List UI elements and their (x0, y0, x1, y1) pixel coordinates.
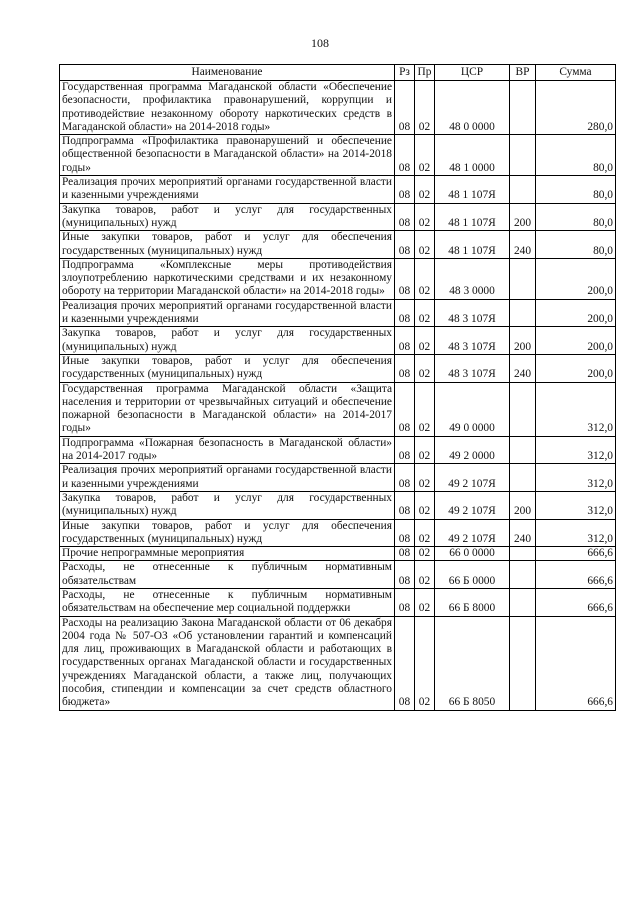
table-row (60, 299, 616, 327)
cell-sum: 280,0 (536, 81, 616, 135)
budget-table (59, 64, 616, 711)
cell-vr: 200 (510, 491, 536, 519)
cell-sum: 312,0 (536, 519, 616, 547)
header-sum: Сумма (536, 65, 616, 81)
cell-rz: 08 (395, 231, 415, 259)
cell-csr: 48 1 107Я (435, 176, 510, 204)
cell-csr: 66 0 0000 (435, 547, 510, 561)
cell-sum: 312,0 (536, 436, 616, 464)
cell-rz: 08 (395, 299, 415, 327)
table-row (60, 436, 616, 464)
cell-rz: 08 (395, 354, 415, 382)
cell-vr (510, 561, 536, 589)
cell-sum: 200,0 (536, 299, 616, 327)
cell-vr (510, 176, 536, 204)
table-row (60, 203, 616, 231)
cell-csr: 48 0 0000 (435, 81, 510, 135)
cell-pr: 02 (415, 327, 435, 355)
cell-pr: 02 (415, 299, 435, 327)
table-row (60, 354, 616, 382)
cell-rz: 08 (395, 258, 415, 299)
cell-csr: 66 Б 8050 (435, 616, 510, 710)
cell-rz: 08 (395, 203, 415, 231)
cell-name: Подпрограмма «Пожарная безопасность в Магаданской области» на 2014-2017 годы» (60, 436, 395, 464)
cell-name: Иные закупки товаров, работ и услуг для обеспечения государственных (муниципальных) нужд (60, 354, 395, 382)
cell-name: Реализация прочих мероприятий органами государственной власти и казенными учреждениями (60, 299, 395, 327)
cell-vr: 240 (510, 354, 536, 382)
cell-name: Реализация прочих мероприятий органами государственной власти и казенными учреждениями (60, 464, 395, 492)
table-header-row (60, 65, 616, 81)
cell-rz: 08 (395, 616, 415, 710)
cell-csr: 48 1 107Я (435, 203, 510, 231)
cell-csr: 48 3 107Я (435, 327, 510, 355)
cell-pr: 02 (415, 616, 435, 710)
cell-pr: 02 (415, 547, 435, 561)
cell-pr: 02 (415, 354, 435, 382)
cell-sum: 80,0 (536, 176, 616, 204)
cell-pr: 02 (415, 258, 435, 299)
cell-sum: 312,0 (536, 491, 616, 519)
cell-csr: 49 0 0000 (435, 382, 510, 436)
cell-vr (510, 436, 536, 464)
cell-name: Иные закупки товаров, работ и услуг для обеспечения государственных (муниципальных) нужд (60, 519, 395, 547)
cell-sum: 312,0 (536, 464, 616, 492)
cell-pr: 02 (415, 382, 435, 436)
cell-name: Подпрограмма «Комплексные меры противодействия злоупотреблению наркотическими средствами и их незаконному обороту на территории Магаданской области» на 2014-2018 годы» (60, 258, 395, 299)
cell-name: Закупка товаров, работ и услуг для государственных (муниципальных) нужд (60, 327, 395, 355)
cell-rz: 08 (395, 382, 415, 436)
table-row (60, 176, 616, 204)
cell-pr: 02 (415, 203, 435, 231)
header-name: Наименование (60, 65, 395, 81)
cell-rz: 08 (395, 519, 415, 547)
cell-rz: 08 (395, 491, 415, 519)
cell-pr: 02 (415, 519, 435, 547)
table-row (60, 519, 616, 547)
cell-name: Прочие непрограммные мероприятия (60, 547, 395, 561)
cell-vr: 240 (510, 519, 536, 547)
cell-name: Закупка товаров, работ и услуг для государственных (муниципальных) нужд (60, 203, 395, 231)
cell-vr: 200 (510, 203, 536, 231)
cell-rz: 08 (395, 436, 415, 464)
cell-sum: 80,0 (536, 203, 616, 231)
cell-vr (510, 258, 536, 299)
cell-csr: 49 2 0000 (435, 436, 510, 464)
cell-name: Подпрограмма «Профилактика правонарушений и обеспечение общественной безопасности в Магаданской области» на 2014-2018 годы» (60, 135, 395, 176)
cell-pr: 02 (415, 135, 435, 176)
cell-vr (510, 81, 536, 135)
cell-vr: 200 (510, 327, 536, 355)
cell-rz: 08 (395, 135, 415, 176)
cell-csr: 49 2 107Я (435, 519, 510, 547)
cell-rz: 08 (395, 176, 415, 204)
cell-sum: 80,0 (536, 135, 616, 176)
cell-pr: 02 (415, 176, 435, 204)
cell-pr: 02 (415, 436, 435, 464)
cell-vr (510, 547, 536, 561)
cell-rz: 08 (395, 464, 415, 492)
table-row (60, 258, 616, 299)
cell-pr: 02 (415, 231, 435, 259)
cell-pr: 02 (415, 464, 435, 492)
cell-csr: 48 3 0000 (435, 258, 510, 299)
table-row (60, 588, 616, 616)
cell-rz: 08 (395, 547, 415, 561)
cell-csr: 48 1 107Я (435, 231, 510, 259)
cell-sum: 80,0 (536, 231, 616, 259)
cell-sum: 666,6 (536, 547, 616, 561)
cell-sum: 312,0 (536, 382, 616, 436)
cell-csr: 48 3 107Я (435, 354, 510, 382)
cell-vr (510, 464, 536, 492)
cell-vr (510, 616, 536, 710)
cell-name: Иные закупки товаров, работ и услуг для обеспечения государственных (муниципальных) нужд (60, 231, 395, 259)
cell-csr: 48 1 0000 (435, 135, 510, 176)
cell-csr: 49 2 107Я (435, 491, 510, 519)
table-row (60, 616, 616, 710)
cell-name: Реализация прочих мероприятий органами государственной власти и казенными учреждениями (60, 176, 395, 204)
table-row (60, 464, 616, 492)
page-number: 108 (311, 36, 329, 50)
header-pr: Пр (415, 65, 435, 81)
cell-vr (510, 382, 536, 436)
cell-rz: 08 (395, 561, 415, 589)
table-body (60, 81, 616, 711)
table-row (60, 547, 616, 561)
table-row (60, 231, 616, 259)
cell-rz: 08 (395, 588, 415, 616)
cell-name: Расходы, не отнесенные к публичным нормативным обязательствам (60, 561, 395, 589)
cell-sum: 200,0 (536, 354, 616, 382)
cell-sum: 666,6 (536, 561, 616, 589)
header-rz: Рз (395, 65, 415, 81)
cell-csr: 66 Б 8000 (435, 588, 510, 616)
cell-pr: 02 (415, 81, 435, 135)
cell-csr: 48 3 107Я (435, 299, 510, 327)
table-row (60, 327, 616, 355)
cell-pr: 02 (415, 588, 435, 616)
cell-pr: 02 (415, 561, 435, 589)
table-row (60, 382, 616, 436)
cell-vr (510, 299, 536, 327)
cell-sum: 200,0 (536, 258, 616, 299)
header-vr: ВР (510, 65, 536, 81)
table-row (60, 491, 616, 519)
cell-rz: 08 (395, 81, 415, 135)
cell-vr (510, 588, 536, 616)
cell-name: Расходы на реализацию Закона Магаданской области от 06 декабря 2004 года № 507-ОЗ «Об установлении гарантий и компенсаций для лиц, проживающих в Магаданской области и работающих в государственных органах Магаданской области и государственных учреждениях Магаданской области, а также лиц, получающих пособия, стипендии и компенсации за счет средств областного бюджета» (60, 616, 395, 710)
cell-sum: 666,6 (536, 616, 616, 710)
cell-name: Государственная программа Магаданской области «Обеспечение безопасности, профилактика правонарушений, коррупции и противодействие незаконному обороту наркотических средств в Магаданской области» на 2014-2018 годы» (60, 81, 395, 135)
cell-vr (510, 135, 536, 176)
cell-name: Закупка товаров, работ и услуг для государственных (муниципальных) нужд (60, 491, 395, 519)
cell-name: Государственная программа Магаданской области «Защита населения и территории от чрезвычайных ситуаций и обеспечение пожарной безопасности в Магаданской области» на 2014-2017 годы» (60, 382, 395, 436)
cell-vr: 240 (510, 231, 536, 259)
table-row (60, 81, 616, 135)
cell-csr: 49 2 107Я (435, 464, 510, 492)
table-row (60, 135, 616, 176)
table-row (60, 561, 616, 589)
cell-sum: 200,0 (536, 327, 616, 355)
header-csr: ЦСР (435, 65, 510, 81)
cell-sum: 666,6 (536, 588, 616, 616)
cell-rz: 08 (395, 327, 415, 355)
cell-pr: 02 (415, 491, 435, 519)
cell-name: Расходы, не отнесенные к публичным нормативным обязательствам на обеспечение мер социальной поддержки (60, 588, 395, 616)
cell-csr: 66 Б 0000 (435, 561, 510, 589)
